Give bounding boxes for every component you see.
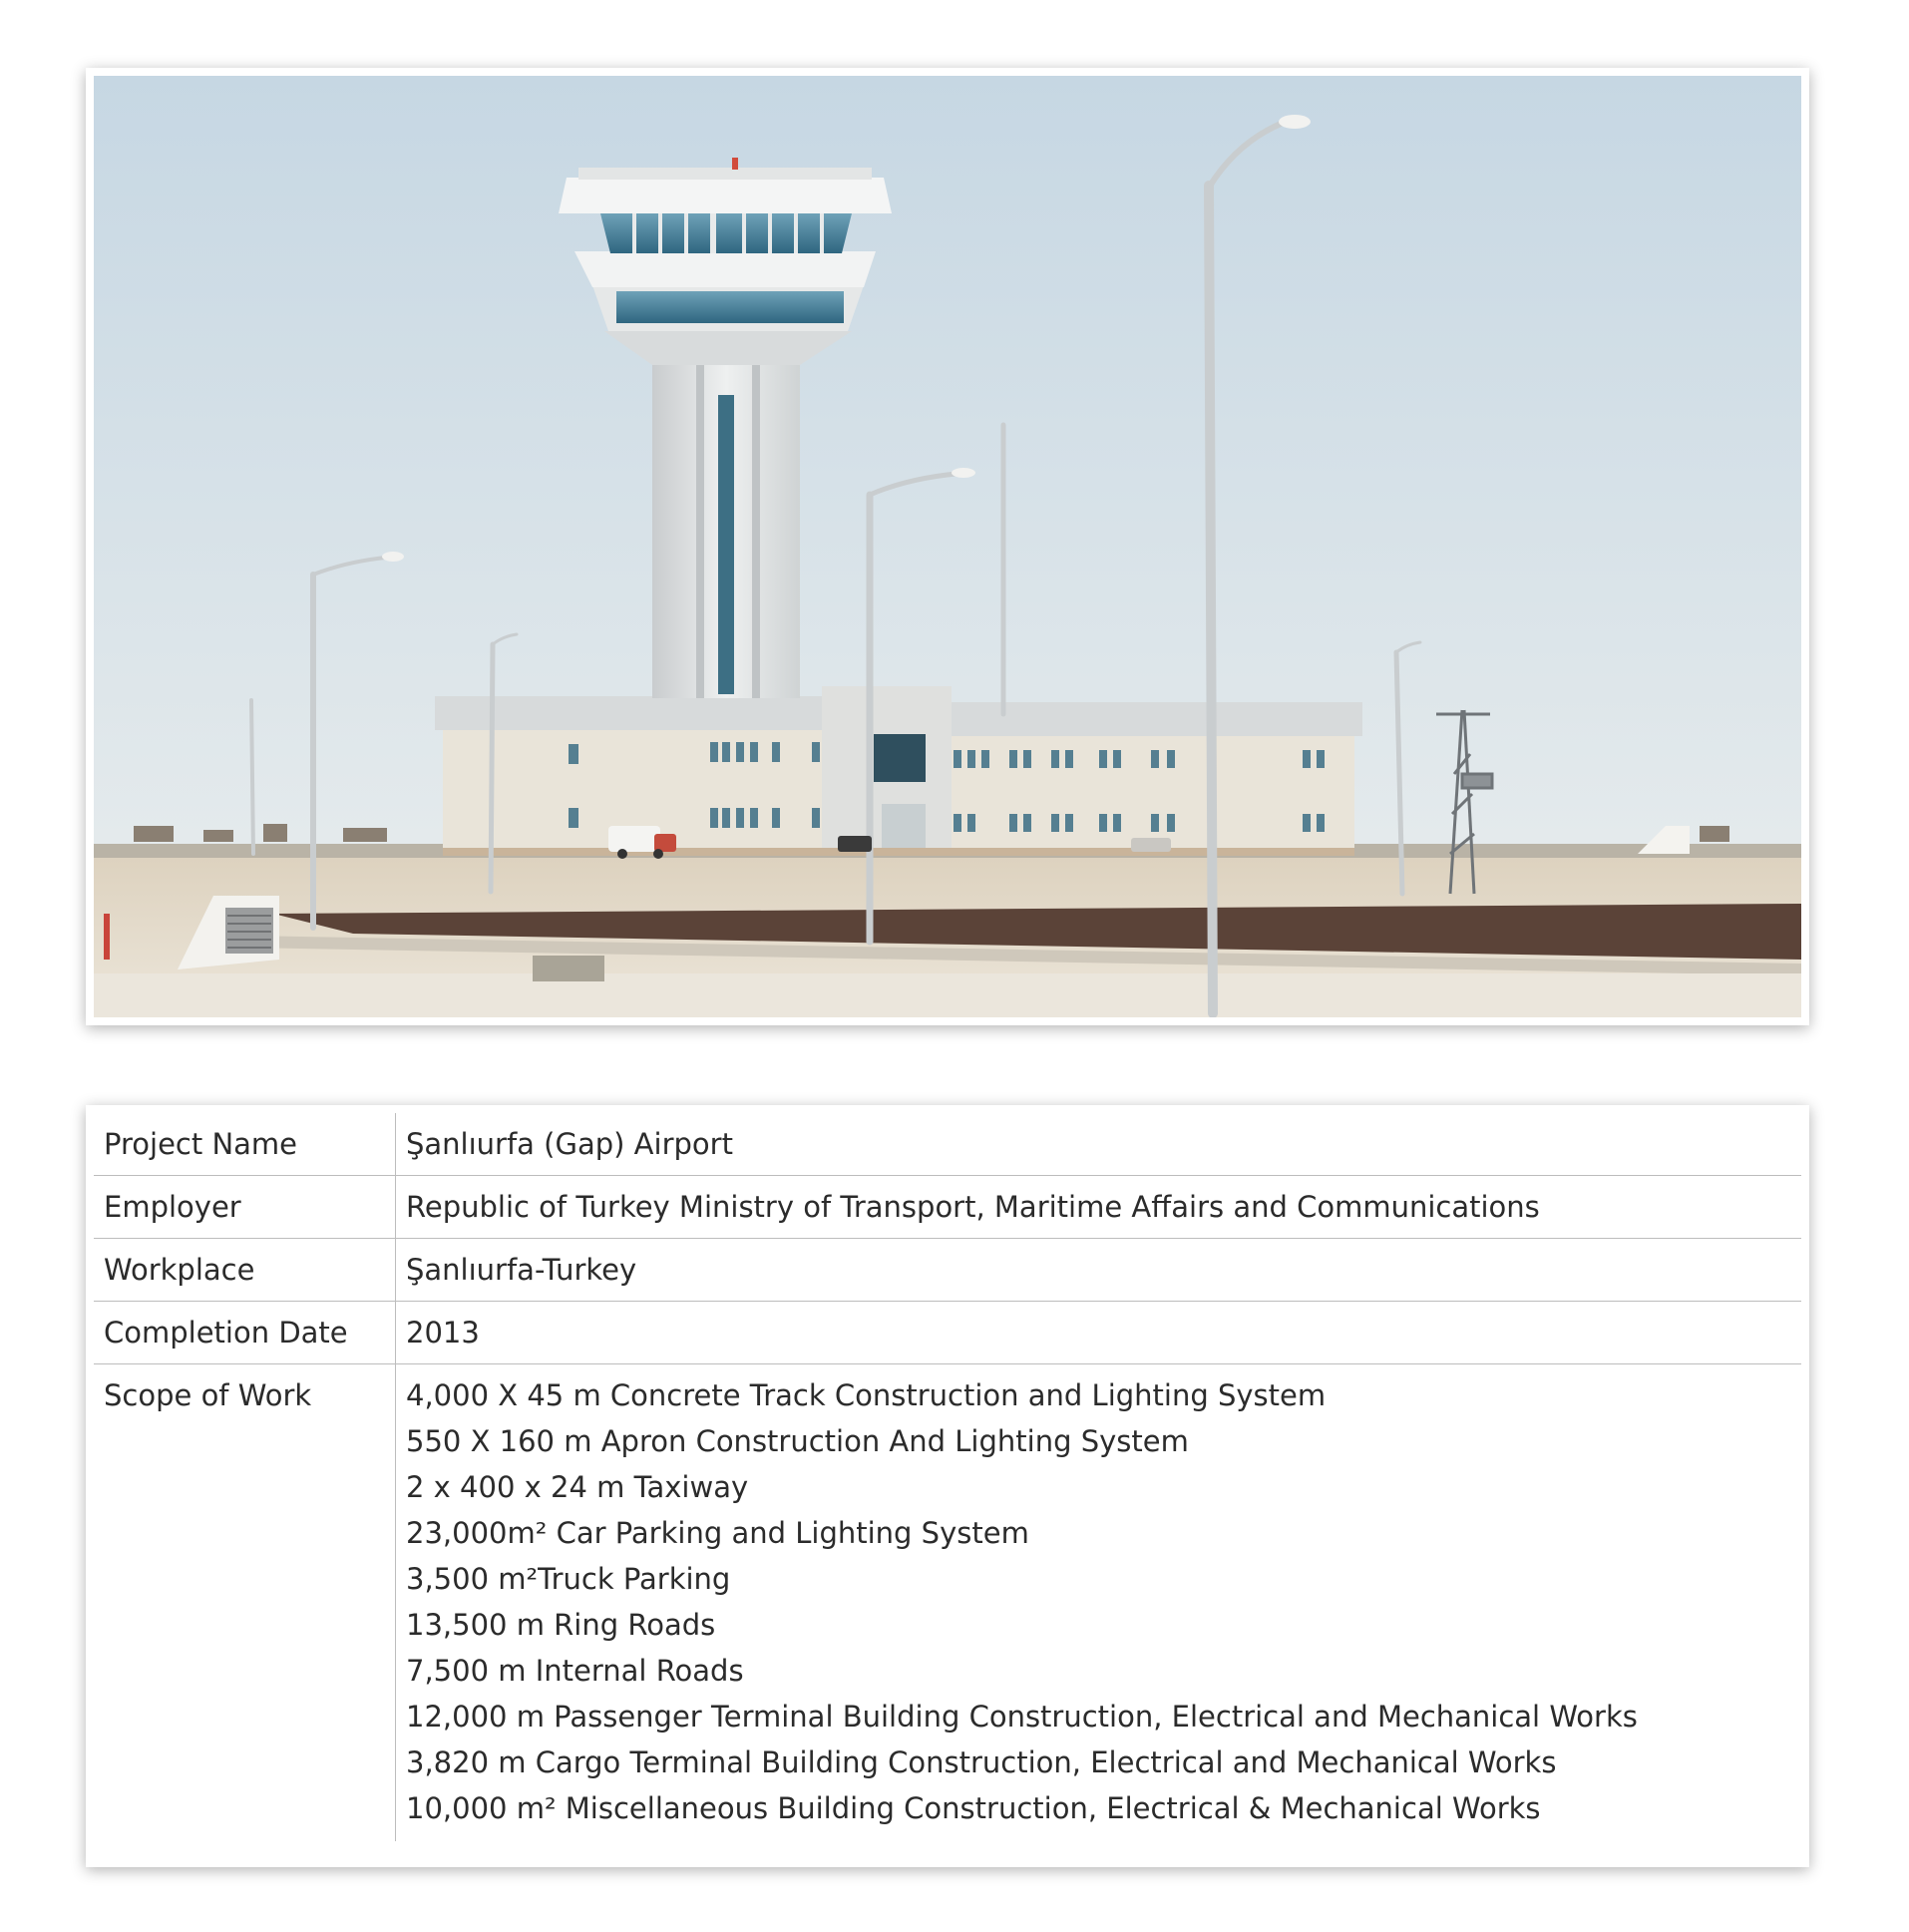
workplace-label: Workplace <box>94 1239 396 1302</box>
completion-date-label: Completion Date <box>94 1302 396 1364</box>
red-marker <box>104 914 110 960</box>
completion-date-value: 2013 <box>396 1302 1802 1364</box>
scope-of-work-list <box>396 1364 1802 1842</box>
table-row-completion-date <box>94 1302 1801 1364</box>
scope-item: 3,820 m Cargo Terminal Building Construction, Electrical and Mechanical Works <box>406 1745 1557 1779</box>
workplace-value: Şanlıurfa-Turkey <box>396 1239 1802 1302</box>
scope-item: 12,000 m Passenger Terminal Building Construction, Electrical and Mechanical Works <box>406 1700 1638 1734</box>
table-row-scope-of-work <box>94 1364 1801 1842</box>
scope-item: 2 x 400 x 24 m Taxiway <box>406 1470 749 1504</box>
table-row-workplace <box>94 1239 1801 1302</box>
employer-label: Employer <box>94 1176 396 1239</box>
terminal-building <box>435 686 1362 856</box>
scope-item: 4,000 X 45 m Concrete Track Construction and Lighting System <box>406 1378 1327 1412</box>
table-row-employer <box>94 1176 1801 1239</box>
scope-item: 7,500 m Internal Roads <box>406 1654 744 1688</box>
project-info-table <box>94 1113 1801 1841</box>
airport-control-tower-photo <box>94 76 1801 1017</box>
road <box>94 973 1801 1017</box>
scope-item: 10,000 m² Miscellaneous Building Construction, Electrical & Mechanical Works <box>406 1791 1541 1825</box>
project-name-value: Şanlıurfa (Gap) Airport <box>396 1113 1802 1176</box>
scope-item: 550 X 160 m Apron Construction And Lighting System <box>406 1424 1189 1458</box>
concrete-block <box>533 956 604 981</box>
employer-value: Republic of Turkey Ministry of Transport, Maritime Affairs and Communications <box>396 1176 1802 1239</box>
scope-item: 13,500 m Ring Roads <box>406 1608 716 1642</box>
project-info-card <box>86 1105 1809 1867</box>
scope-item: 23,000m² Car Parking and Lighting System <box>406 1516 1029 1550</box>
table-row-project-name <box>94 1113 1801 1176</box>
project-photo-frame <box>86 68 1809 1025</box>
project-name-label: Project Name <box>94 1113 396 1176</box>
scope-of-work-label: Scope of Work <box>94 1364 396 1842</box>
scope-item: 3,500 m²Truck Parking <box>406 1562 731 1596</box>
